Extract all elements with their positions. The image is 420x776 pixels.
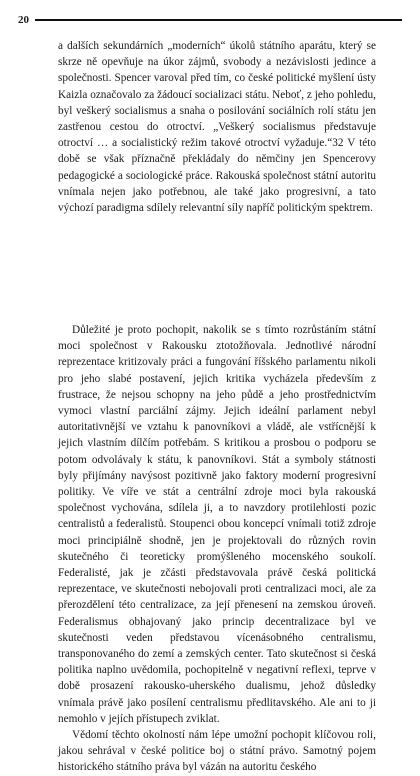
page-number: 20 [18, 14, 29, 26]
paragraph-3: Vědomí těchto okolností nám lépe umožní pochopit klíčovou roli, jakou sehrával v české politice boj o státní právo. Samotný pojem historického státního práva byl vázán na autoritu českého [58, 729, 376, 774]
paragraph-1: a dalších sekundárních „moderních“ úkolů státního aparátu, který se skrze ně opevňuje na úkor zájmů, svobody a nezávislosti jedince a společnosti. Spencer varoval před tím, co české politické myšlení ústy Kaizla označovalo za žádoucí socializaci státu. Neboť, z jeho pohledu, byl veškerý socialismus a snaha o posilování sociálních rolí státu jen zastřenou cestou do otroctví. „Veškerý socialismus představuje otroctví … a socialistický režim takové otroctví vyžaduje.“32 V této době se však příznačně překládaly do němčiny jen Spencerovy pedagogické a sociologické práce. Rakouská společnost státní autoritu vnímala nejen jako potřebnou, ale také jako progresivní, a tato výchozí paradigma sdílely relevantní síly napříč politickým spektrem. [58, 40, 376, 215]
paragraph-2: Důležité je proto pochopit, nakolik se s tímto rozrůstáním státní moci společnost v Rakousku ztotožňovala. Jednotlivé národní reprezentace kritizovaly práci a fungování říšského parlamentu nikoli pro jeho slabé postavení, jejich kritika vycházela především z frustrace, že nejsou schopny na jeho půdě a jeho prostřednictvím vymoci vlastní parciální zájmy. Jejich ideální parlament nebyl autoritativnější ve vztahu k panovníkovi a vládě, ale vstřícnější k jejich vlastním dílčím potřebám. S kritikou a prosbou o podporu se potom odvolávaly k státu, k panovníkovi. Stát a symboly státnosti byly přijímány navýsost pozitivně jako faktory moderní progresivní politiky. Ve víře ve stát a centrální zdroje moci byla rakouská společnost vychována, sdílela ji, a to navzdory protilehlosti pozic centralistů a federalistů. Stoupenci obou koncepcí vnímali totiž zdroje moci principiálně shodně, jen je projektovali do různých rovin skutečného či teoreticky promýšleného mocenského soukolí. Federalisté, jak je zčásti představovala právě česká politická reprezentace, ve skutečnosti nebojovali proti centralizaci moci, ale za přerozdělení této centralizace, za její přenesení na zemskou úroveň. Federalismus obhajovaný jako princip decentralizace byl ve skutečnosti veden představou vícenásobného centralismu, transponovaného do zemí a zemských center. Tato skutečnost si česká politika naplno uvědomila, pochopitelně v negativní reflexi, teprve v době prosazení rakousko-uherského dualismu, jehož důsledky vnímala právě jako posílení centralismu předlitavského. Ale ani to ji nemohlo v jejích přístupech zviklat. [58, 324, 376, 725]
text-block-top [58, 38, 376, 216]
page-header [18, 14, 402, 26]
header-rule [35, 19, 402, 21]
text-block-bottom [58, 322, 376, 776]
